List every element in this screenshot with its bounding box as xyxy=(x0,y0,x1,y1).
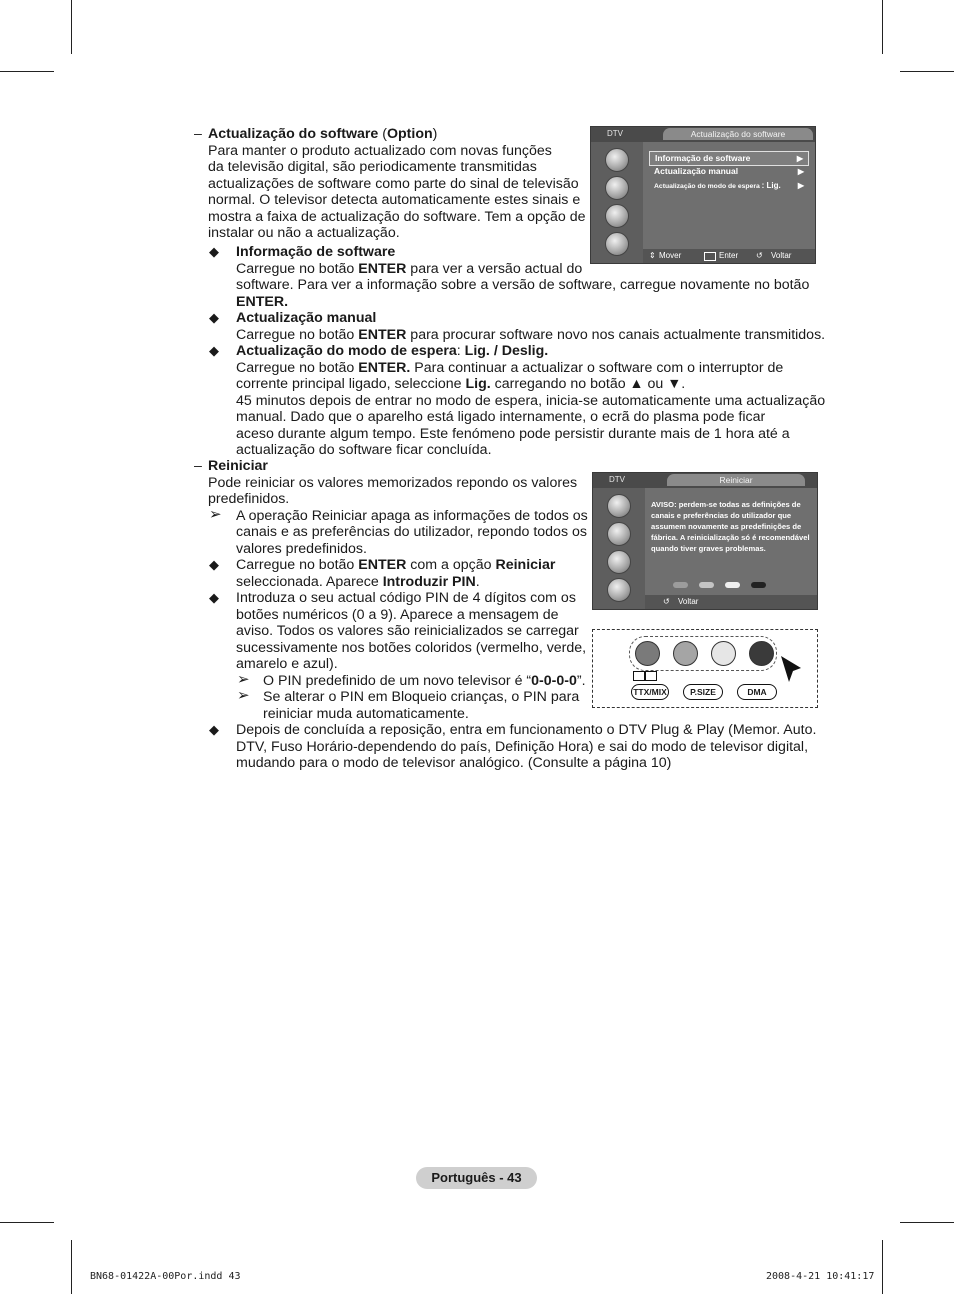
crop-mark xyxy=(71,1240,72,1294)
menu-sidebar xyxy=(593,488,645,609)
body-line xyxy=(236,574,480,591)
crop-mark xyxy=(0,71,54,72)
enter-key-label: ENTER xyxy=(358,326,407,343)
text-run: Carregue no botão xyxy=(236,260,359,277)
body-line: instalar ou não a actualização. xyxy=(208,225,400,241)
option-label: Option xyxy=(386,126,433,142)
body-line: A operação Reiniciar apaga as informações de todos os xyxy=(236,507,588,524)
arrow-right-icon: ▶ xyxy=(797,167,804,176)
diamond-bullet-icon: ◆ xyxy=(209,722,219,737)
body-line: sucessivamente nos botões coloridos (vermelho, verde, xyxy=(236,639,587,656)
menu-title: Actualização do software xyxy=(663,128,813,140)
heading-text: Actualização do software xyxy=(208,126,379,142)
body-line: actualizações de software como parte do sinal de televisão xyxy=(208,175,579,192)
footer-back: Voltar xyxy=(678,597,699,606)
teletext-mix-icon xyxy=(645,671,657,681)
bullet-title: Actualização manual xyxy=(236,310,377,326)
picture-icon[interactable] xyxy=(607,494,631,518)
footer-move: Mover xyxy=(659,251,682,260)
body-line: manual. Dado que o aparelho está ligado internamente, o ecrã do plasma pode ficar xyxy=(236,409,766,425)
text-run: Introduzir PIN xyxy=(382,573,476,590)
green-button[interactable] xyxy=(673,641,698,666)
text-run: Lig. xyxy=(465,376,491,392)
menu-item-standby-update[interactable] xyxy=(649,179,809,192)
diamond-bullet-icon: ◆ xyxy=(209,310,219,325)
enter-key-label: ENTER. xyxy=(236,293,289,310)
return-icon: ↺ xyxy=(756,251,763,260)
diamond-bullet-icon: ◆ xyxy=(209,244,219,259)
crop-mark xyxy=(0,1222,54,1223)
setup-gear-icon[interactable] xyxy=(607,550,631,574)
body-line xyxy=(236,376,685,393)
text-run: Carregue no botão xyxy=(236,359,359,376)
pin-dot xyxy=(725,582,740,588)
text-run: Para continuar a actualizar o software com o interruptor de xyxy=(410,359,784,376)
text-run: seleccionada. Aparece xyxy=(236,573,383,590)
body-line: normal. O televisor detecta automaticamente estes sinais e xyxy=(208,192,581,208)
body-line: predefinidos. xyxy=(208,491,290,507)
enter-icon xyxy=(704,252,716,261)
body-line xyxy=(236,557,555,574)
item-label: Actualização do modo de espera xyxy=(654,183,760,190)
diamond-bullet-icon: ◆ xyxy=(209,557,219,572)
text-run: para procurar software novo nos canais actualmente transmitidos. xyxy=(406,326,826,343)
enter-key-label: ENTER. xyxy=(358,359,411,376)
bullet-title: Informação de software xyxy=(236,244,396,260)
input-icon[interactable] xyxy=(605,232,629,256)
text-run: Lig. / Deslig. xyxy=(464,343,549,359)
section-dash: – xyxy=(194,458,202,474)
text-run: ”. xyxy=(576,672,586,689)
body-line: Para manter o produto actualizado com novas funções xyxy=(208,142,552,159)
note-arrow-icon: ➢ xyxy=(237,687,250,704)
dtv-tag: DTV xyxy=(607,129,623,138)
body-line: aceso durante algum tempo. Este fenómeno pode persistir durante mais de 1 hora até a xyxy=(236,425,790,442)
pointer-arrow-icon xyxy=(779,654,813,684)
file-slug: BN68-01422A-00Por.indd 43 xyxy=(90,1271,241,1282)
section-heading xyxy=(208,126,437,143)
date-slug: 2008-4-21 10:41:17 xyxy=(766,1271,875,1282)
body-line: mostra a faixa de actualização do software. Tem a opção de xyxy=(208,208,586,225)
diamond-bullet-icon: ◆ xyxy=(209,590,219,605)
picture-icon[interactable] xyxy=(605,148,629,172)
crop-mark xyxy=(882,1240,883,1294)
menu-item-manual-update[interactable] xyxy=(649,165,809,178)
body-line: software. Para ver a informação sobre a versão de software, carregue novamente no botão xyxy=(236,277,810,293)
note-arrow-icon: ➢ xyxy=(237,671,250,688)
text-run: Actualização do modo de espera xyxy=(236,343,457,359)
text-run: com a opção xyxy=(406,557,496,573)
paren-close: ) xyxy=(432,126,438,142)
body-line: DTV, Fuso Horário-dependendo do país, Definição Hora) e sai do modo de televisor digital, xyxy=(236,738,809,755)
psize-button[interactable]: P.SIZE xyxy=(683,684,723,700)
body-line: botões numéricos (0 a 9). Aparece a mensagem de xyxy=(236,606,559,623)
pin-dot xyxy=(699,582,714,588)
body-line: actualização do software ficar concluída. xyxy=(236,442,492,458)
page-number: Português - 43 xyxy=(416,1167,537,1189)
crop-mark xyxy=(900,1222,954,1223)
crop-mark xyxy=(900,71,954,72)
item-label: Actualização manual xyxy=(654,166,739,176)
dtv-tag: DTV xyxy=(609,475,625,484)
section-heading: Reiniciar xyxy=(208,458,268,474)
text-run: corrente principal ligado, seleccione xyxy=(236,376,466,392)
return-icon: ↺ xyxy=(663,597,670,606)
body-line: Depois de concluída a reposição, entra em funcionamento o DTV Plug & Play (Memor. Auto. xyxy=(236,722,817,738)
section-dash: – xyxy=(194,126,202,142)
pin-dot xyxy=(673,582,688,588)
enter-key-label: ENTER xyxy=(358,260,407,277)
footer-enter: Enter xyxy=(719,251,739,260)
menu-sidebar xyxy=(591,142,643,263)
menu-footer xyxy=(645,595,817,609)
sound-icon[interactable] xyxy=(605,176,629,200)
text-run: . xyxy=(475,573,480,590)
menu-footer xyxy=(643,249,815,263)
text-run: carregando no botão ▲ ou ▼. xyxy=(490,376,686,392)
menu-title: Reiniciar xyxy=(667,474,805,486)
paren-open: ( xyxy=(378,126,387,142)
remote-control-illustration xyxy=(592,629,818,708)
body-line: aviso. Todos os valores são reinicializados se carregar xyxy=(236,623,579,639)
menu-item-software-info[interactable] xyxy=(649,151,809,166)
item-label: Informação de software xyxy=(655,153,751,163)
body-line: Introduza o seu actual código PIN de 4 dígitos com os xyxy=(236,590,576,606)
body-line xyxy=(263,673,586,690)
footer-back: Voltar xyxy=(771,251,792,260)
body-line: amarelo e azul). xyxy=(236,656,338,672)
item-value: : Lig. xyxy=(761,181,781,190)
body-line: Se alterar o PIN em Bloqueio crianças, o PIN para xyxy=(263,689,580,705)
blue-button[interactable] xyxy=(749,641,774,666)
setup-gear-icon[interactable] xyxy=(605,204,629,228)
arrow-right-icon: ▶ xyxy=(796,154,803,163)
body-line xyxy=(236,261,582,278)
diamond-bullet-icon: ◆ xyxy=(209,343,219,358)
yellow-button[interactable] xyxy=(711,641,736,666)
sound-icon[interactable] xyxy=(607,522,631,546)
input-icon[interactable] xyxy=(607,578,631,602)
default-pin: 0-0-0-0 xyxy=(531,672,577,689)
pin-dot xyxy=(751,582,766,588)
body-line: da televisão digital, são periodicamente transmitidas xyxy=(208,159,537,175)
enter-key-label: ENTER xyxy=(358,557,407,573)
text-run: Reiniciar xyxy=(495,557,556,573)
teletext-icon xyxy=(633,671,645,681)
text-run: : xyxy=(456,343,465,359)
body-line: canais e as preferências do utilizador, repondo todos os xyxy=(236,524,587,540)
body-line: valores predefinidos. xyxy=(236,540,367,557)
dma-button[interactable]: DMA xyxy=(737,684,777,700)
reset-menu xyxy=(592,472,818,610)
text-run: para ver a versão actual do xyxy=(406,260,583,277)
body-line: reiniciar muda automaticamente. xyxy=(263,705,469,722)
crop-mark xyxy=(71,0,72,54)
text-run: Carregue no botão xyxy=(236,557,359,573)
body-line xyxy=(236,327,825,344)
body-line: Pode reiniciar os valores memorizados repondo os valores xyxy=(208,474,578,491)
body-line: 45 minutos depois de entrar no modo de espera, inicia-se automaticamente uma actualização xyxy=(236,392,826,409)
body-line: mudando para o modo de televisor analógico. (Consulte a página 10) xyxy=(236,755,672,771)
red-button[interactable] xyxy=(635,641,660,666)
arrow-right-icon: ▶ xyxy=(797,181,804,190)
body-line xyxy=(236,360,783,377)
note-arrow-icon: ➢ xyxy=(209,506,222,523)
crop-mark xyxy=(882,0,883,54)
move-updown-icon: ⇕ xyxy=(649,251,656,260)
ttx-mix-button[interactable]: TTX/MIX xyxy=(631,684,669,700)
software-update-menu xyxy=(590,126,816,264)
bullet-title xyxy=(236,343,548,360)
reset-warning: AVISO: perdem-se todas as definições de canais e preferências do utilizador que assumem novamente as predefinições de fábrica. A reinicialização só é recomendável quando tiver graves problemas. xyxy=(651,500,810,553)
text-run: O PIN predefinido de um novo televisor é “ xyxy=(263,672,532,689)
text-run: Carregue no botão xyxy=(236,326,359,343)
